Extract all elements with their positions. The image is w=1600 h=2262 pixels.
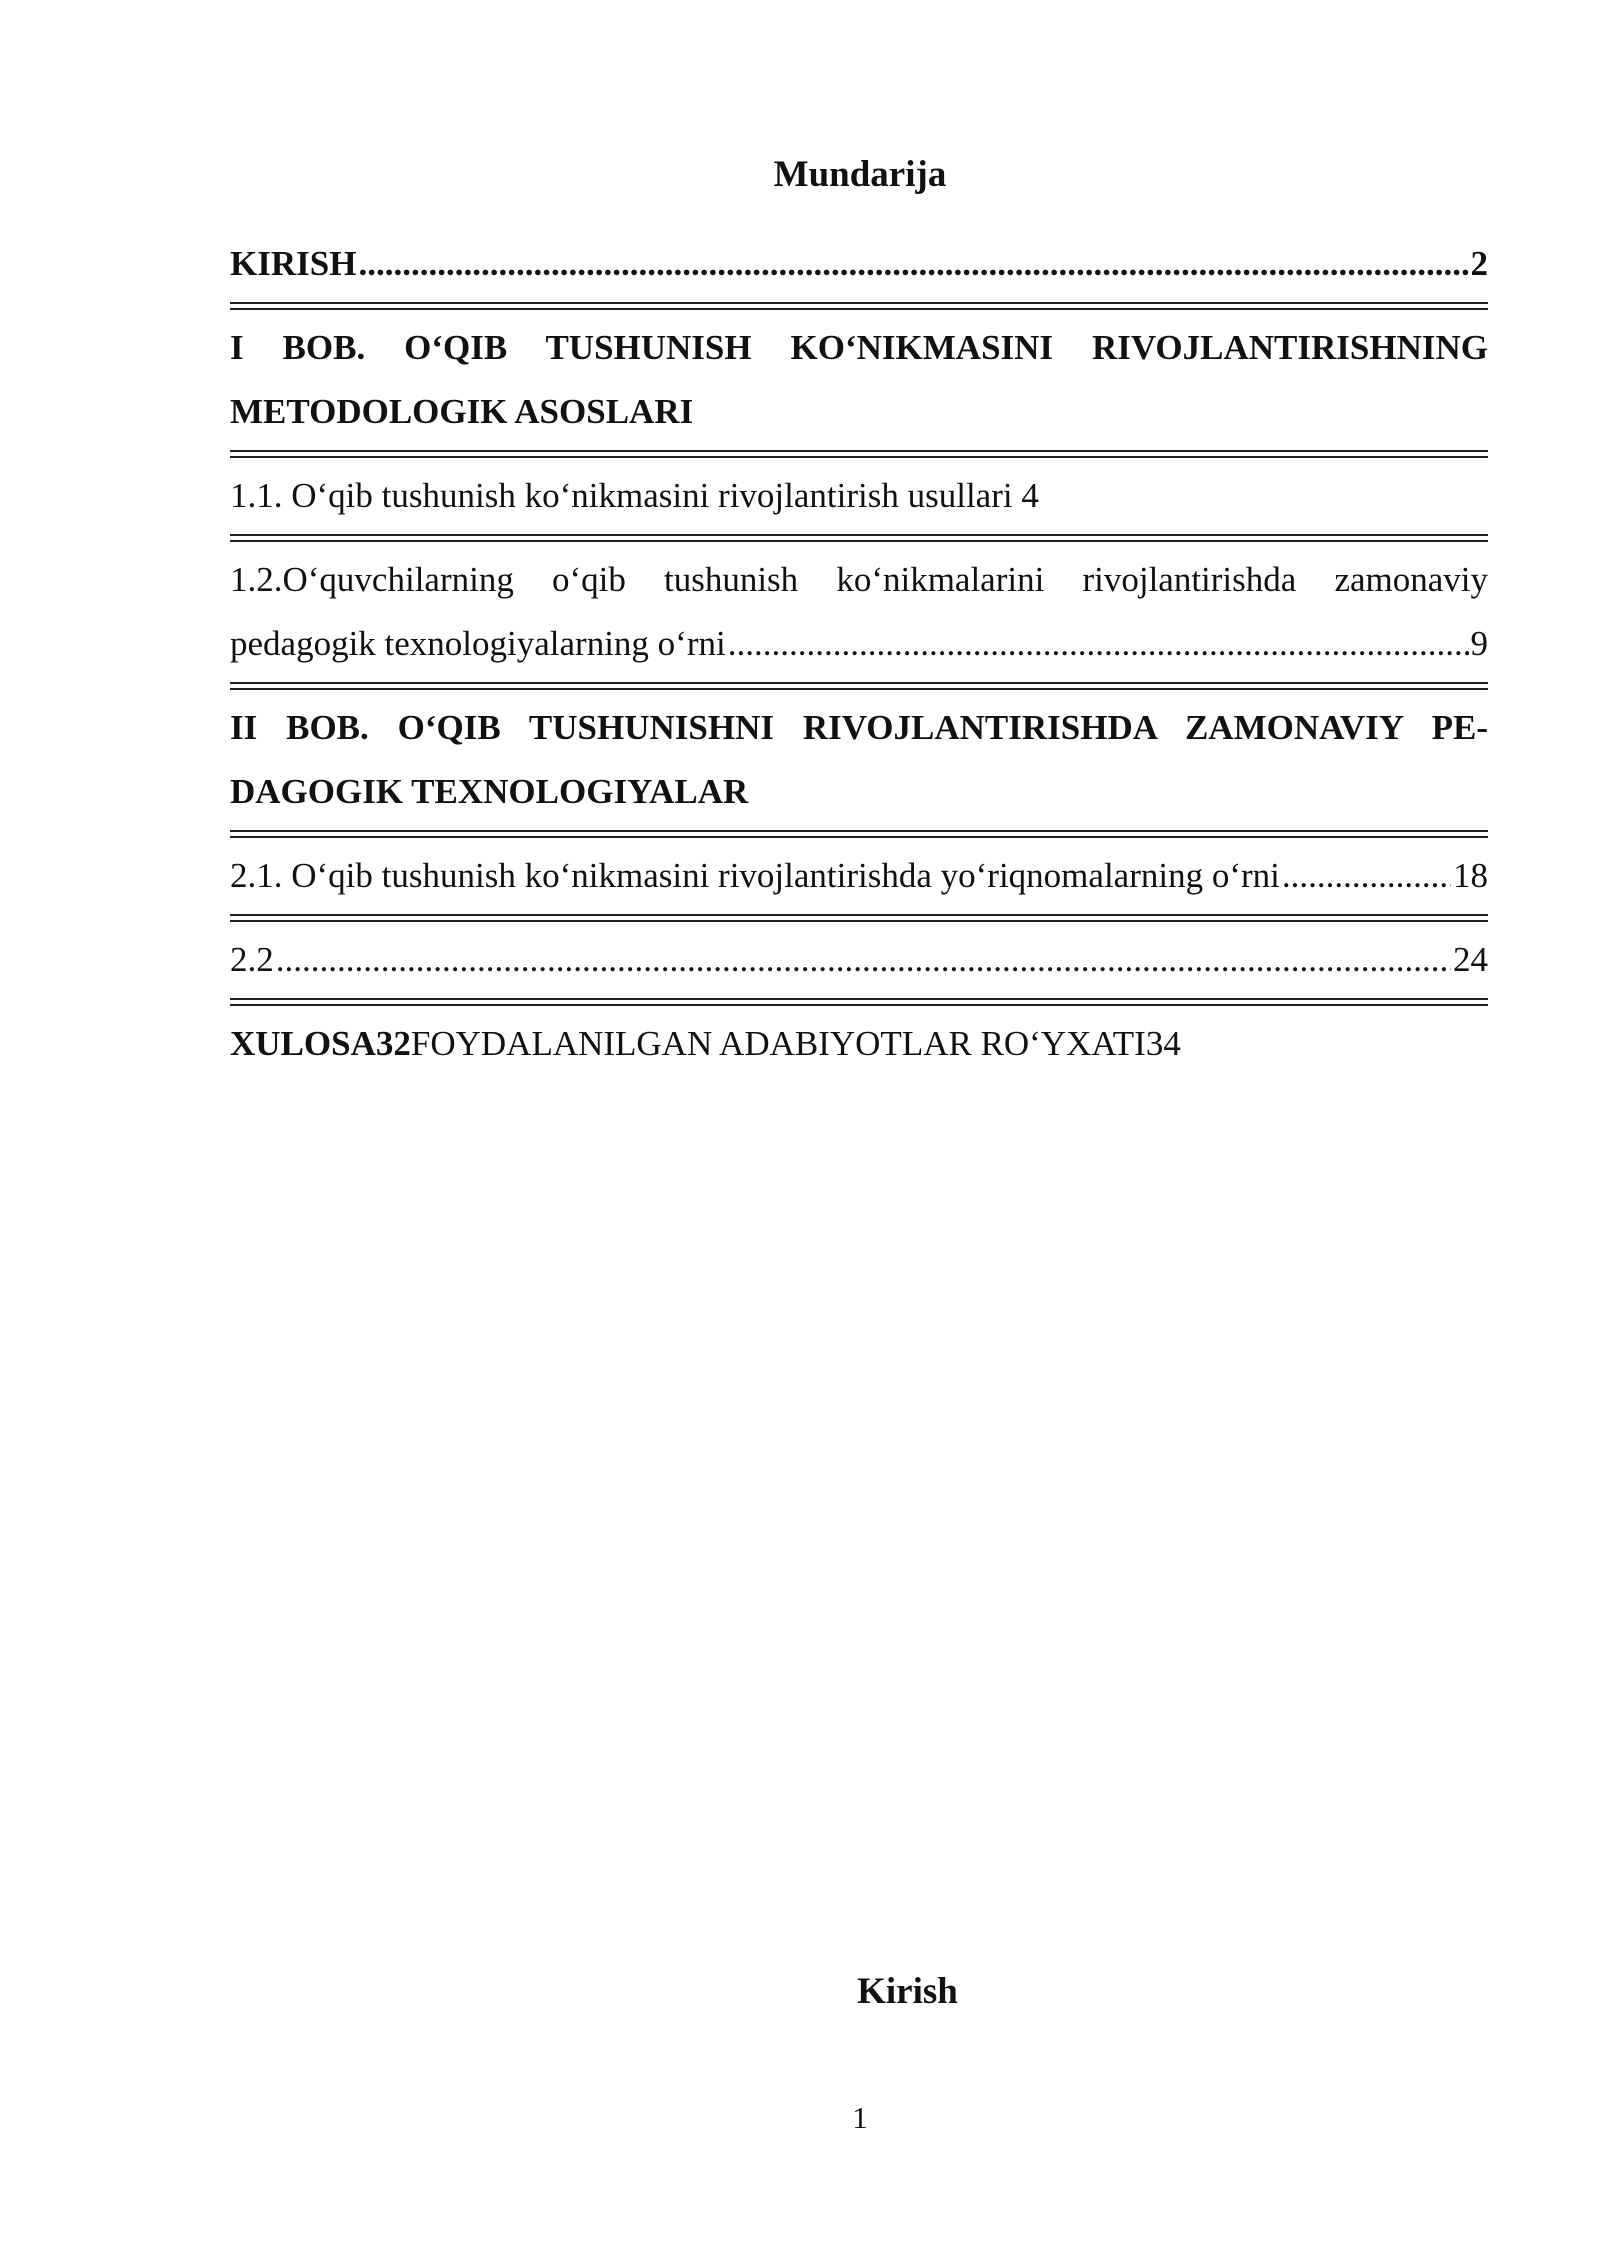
toc-entry-line: II BOB. O‘QIB TUSHUNISHNI RIVOJLANTIRISHDA ZAMONAVIY PE- <box>230 708 1488 747</box>
toc-entry-line: 1.2.O‘quvchilarning o‘qib tushunish ko‘nikmalarini rivojlantirishda zamonaviy <box>230 560 1488 599</box>
double-rule <box>230 830 1488 838</box>
double-rule <box>230 682 1488 690</box>
toc-entry-text: KIRISH <box>230 244 357 283</box>
toc-entry-line <box>230 612 1488 676</box>
toc-entry-line: I BOB. O‘QIB TUSHUNISH KO‘NIKMASINI RIVOJLANTIRISHNING <box>230 328 1488 367</box>
double-rule <box>230 914 1488 922</box>
toc-page-number: 9 <box>1470 624 1488 663</box>
toc-entry-line: DAGOGIK TEXNOLOGIYALAR <box>230 772 749 811</box>
toc-entry-text: pedagogik texnologiyalarning o‘rni <box>230 624 726 663</box>
toc-entry-text: 2.2 <box>230 940 274 979</box>
double-rule <box>230 534 1488 542</box>
toc-entry-xulosa <box>230 1012 1488 1076</box>
toc-entry-1-1: 1.1. O‘qib tushunish ko‘nikmasini rivojlantirish usullari 4 <box>230 476 1039 515</box>
toc-entry-chapter-1 <box>230 316 1488 444</box>
toc-entry-bold-text: XULOSA32 <box>230 1024 411 1063</box>
dot-leader <box>358 232 1468 296</box>
toc-entry-1-2 <box>230 548 1488 676</box>
toc-entry-chapter-2 <box>230 696 1488 824</box>
toc-page-number: 24 <box>1453 940 1488 979</box>
toc-page-number: 2 <box>1470 244 1488 283</box>
double-rule <box>230 450 1488 458</box>
page-number: 1 <box>852 2100 868 2135</box>
toc-entry-2-2 <box>230 928 1488 992</box>
section-heading-kirish: Kirish <box>857 1971 958 2012</box>
dot-leader <box>1282 844 1451 908</box>
toc-entry-text: 2.1. O‘qib tushunish ko‘nikmasini rivojlantirishda yo‘riqnomalarning o‘rni <box>230 856 1280 895</box>
double-rule <box>230 998 1488 1006</box>
toc-entry-kirish <box>230 232 1488 296</box>
toc-page-number: 18 <box>1453 856 1488 895</box>
toc-entry-line: METODOLOGIK ASOSLARI <box>230 392 694 431</box>
table-of-contents <box>230 232 1488 1076</box>
toc-entry-text: FOYDALANILGAN ADABIYOTLAR RO‘YXATI34 <box>410 1024 1181 1063</box>
toc-entry-2-1 <box>230 844 1488 908</box>
double-rule <box>230 302 1488 310</box>
dot-leader <box>728 612 1469 676</box>
dot-leader <box>276 928 1451 992</box>
toc-title: Mundarija <box>773 154 947 195</box>
